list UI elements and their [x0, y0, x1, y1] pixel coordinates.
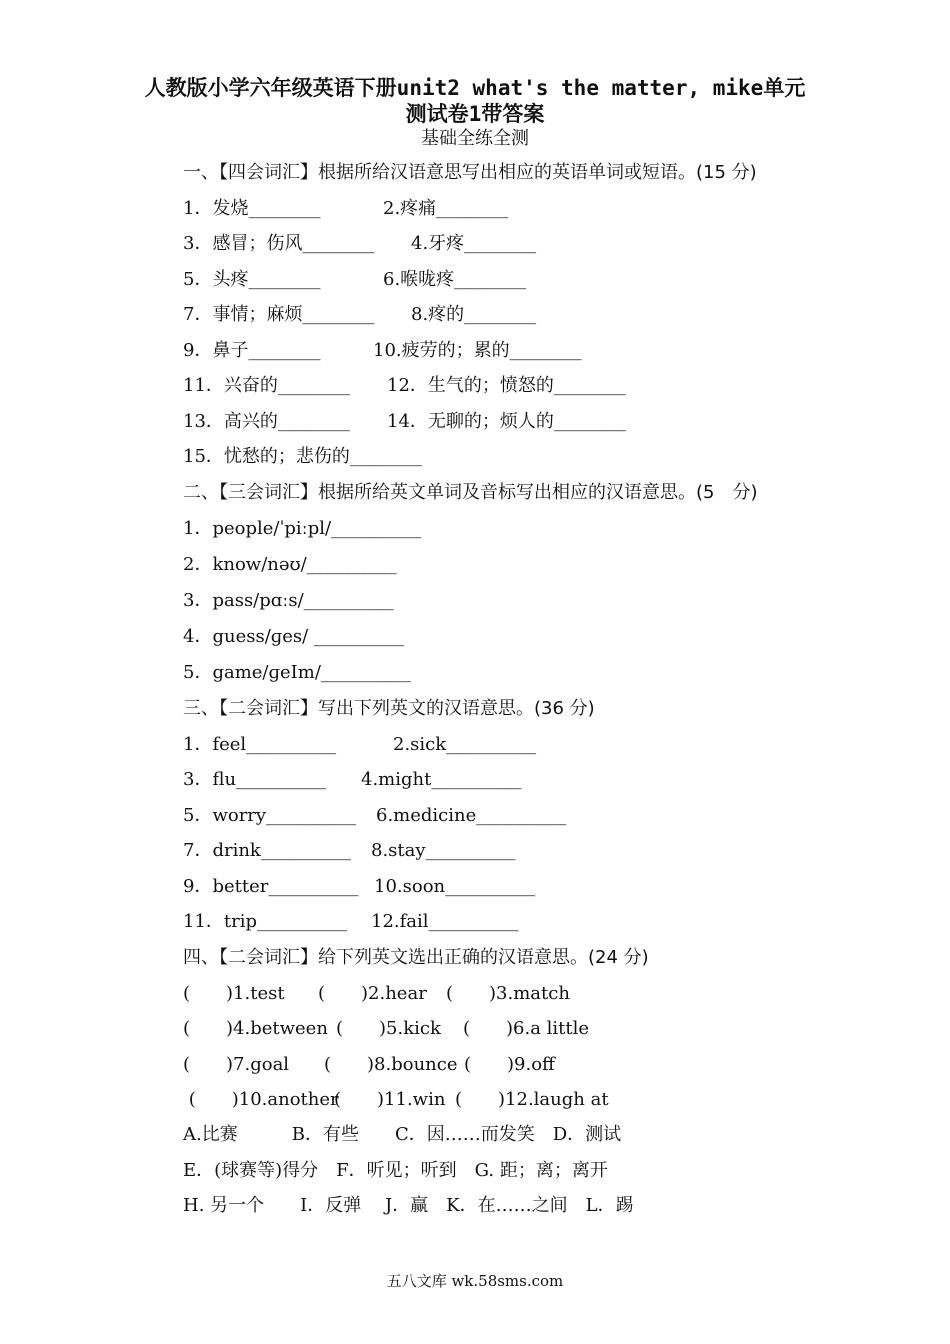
section-4-row	[183, 1050, 555, 1076]
document-title-line-1: 人教版小学六年级英语下册unit2 what's the matter, mike单元	[144, 76, 806, 100]
question-item: 15．忧愁的；悲伤的________	[183, 446, 422, 467]
section-2-heading: 二、【三会词汇】根据所给英文单词及音标写出相应的汉语意思。(5 分)	[183, 482, 758, 503]
question-item: ( )9.off	[464, 1054, 555, 1075]
section-1-row	[183, 442, 422, 468]
question-item: 8.stay__________	[371, 840, 516, 861]
answer-options-line: A.比赛 B．有些 C．因……而发笑 D．测试	[183, 1124, 622, 1145]
question-item: 4.牙疼________	[411, 233, 537, 254]
question-item: 6.medicine__________	[376, 805, 567, 826]
question-item: ( )2.hear	[318, 983, 427, 1004]
section-1-row	[183, 407, 626, 433]
section-1-row	[183, 300, 536, 326]
section-1-row	[183, 229, 536, 255]
section-1-heading: 一、【四会词汇】根据所给汉语意思写出相应的英语单词或短语。(15 分)	[183, 162, 757, 183]
section-4-heading: 四、【二会词汇】给下列英文选出正确的汉语意思。(24 分)	[183, 947, 649, 968]
document-title-line-2: 测试卷1带答案	[405, 102, 545, 126]
answer-options-line: E．(球赛等)得分 F．听见；听到 G. 距；离；离开	[183, 1160, 608, 1181]
question-item: 11．兴奋的________	[183, 375, 350, 396]
section-3-row	[183, 801, 566, 827]
question-item: ( )8.bounce	[324, 1054, 458, 1075]
section-4-row	[183, 979, 570, 1005]
section-3-row	[183, 836, 516, 862]
section-3-row	[183, 730, 536, 756]
document-subtitle: 基础全练全测	[421, 128, 529, 149]
question-item: 1．people/ˈpiːpl/__________	[183, 518, 422, 539]
question-item: ( )12.laugh at	[455, 1089, 609, 1110]
question-item: ( )4.between	[183, 1018, 328, 1039]
question-item: 3．感冒；伤风________	[183, 233, 375, 254]
question-item: 10.soon__________	[374, 876, 536, 897]
section-1-row	[183, 265, 526, 291]
question-item: ( )1.test	[183, 983, 285, 1004]
question-item: ( )3.match	[446, 983, 570, 1004]
question-item: 7．事情；麻烦________	[183, 304, 375, 325]
question-item: ( )10.another	[183, 1089, 339, 1110]
question-item: 4．guess/ɡes/ __________	[183, 626, 404, 647]
question-item: 13．高兴的________	[183, 411, 350, 432]
section-4-row	[183, 1014, 589, 1040]
question-item: 12.fail__________	[371, 911, 519, 932]
question-item: 8.疼的________	[411, 304, 537, 325]
section-3-row	[183, 765, 521, 791]
question-item: 9．better__________	[183, 876, 359, 897]
question-item: 5．worry__________	[183, 805, 357, 826]
question-item: ( )11.win	[334, 1089, 446, 1110]
question-item: 9．鼻子________	[183, 340, 321, 361]
question-item: 12．生气的；愤怒的________	[387, 375, 626, 396]
question-item: 10.疲劳的；累的________	[373, 340, 582, 361]
question-item: 6.喉咙疼________	[383, 269, 527, 290]
question-item: 4.might__________	[361, 769, 522, 790]
question-item: 2.疼痛________	[383, 198, 509, 219]
question-item: 3．pass/pɑːs/__________	[183, 590, 394, 611]
question-item: ( )6.a little	[463, 1018, 590, 1039]
section-4-row	[183, 1085, 609, 1111]
question-item: 1．feel__________	[183, 734, 337, 755]
question-item: 7．drink__________	[183, 840, 351, 861]
question-item: 1．发烧________	[183, 198, 321, 219]
question-item: 5．头疼________	[183, 269, 321, 290]
section-1-row	[183, 194, 508, 220]
section-3-row	[183, 872, 535, 898]
section-3-row	[183, 907, 519, 933]
section-3-heading: 三、【二会词汇】写出下列英文的汉语意思。(36 分)	[183, 698, 595, 719]
question-item: ( )7.goal	[183, 1054, 290, 1075]
question-item: 11．trip__________	[183, 911, 348, 932]
question-item: ( )5.kick	[336, 1018, 441, 1039]
question-item: 2．know/nəʊ/__________	[183, 554, 397, 575]
question-item: 2.sick__________	[393, 734, 537, 755]
question-item: 14．无聊的；烦人的________	[387, 411, 626, 432]
question-item: 5．game/ɡeIm/__________	[183, 662, 411, 683]
answer-options-line: H. 另一个 I．反弹 J．赢 K．在……之间 L．踢	[183, 1195, 634, 1216]
question-item: 3．flu__________	[183, 769, 327, 790]
section-1-row	[183, 336, 582, 362]
section-1-row	[183, 371, 626, 397]
footer-watermark: 五八文库 wk.58sms.com	[386, 1272, 564, 1290]
